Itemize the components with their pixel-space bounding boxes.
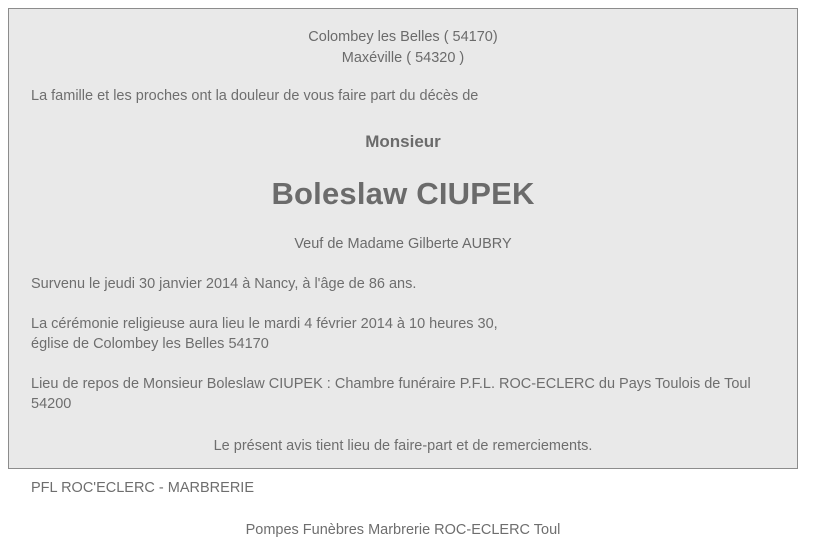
thanks-line: Le présent avis tient lieu de faire-part et de remerciements. xyxy=(213,438,593,455)
locality-line-2: Maxéville ( 54320 ) xyxy=(341,49,465,66)
funeral-company: PFL ROC'ECLERC - MARBRERIE xyxy=(31,480,254,497)
deceased-name: Boleslaw CIUPEK xyxy=(271,176,535,212)
ceremony-block xyxy=(31,314,775,354)
honorific-title: Monsieur xyxy=(365,132,441,152)
announcement-intro: La famille et les proches ont la douleur de vous faire part du décès de xyxy=(31,88,479,105)
locality-block xyxy=(31,27,775,68)
footer-company: Pompes Funèbres Marbrerie ROC-ECLERC Toul xyxy=(245,522,561,539)
resting-place: Lieu de repos de Monsieur Boleslaw CIUPEK : Chambre funéraire P.F.L. ROC-ECLERC du Pays Toulois de Toul 54200 xyxy=(31,376,751,413)
spouse-line: Veuf de Madame Gilberte AUBRY xyxy=(294,236,512,253)
death-notice-card xyxy=(8,8,798,539)
ceremony-line-2: église de Colombey les Belles 54170 xyxy=(31,336,269,353)
locality-line-1: Colombey les Belles ( 54170) xyxy=(308,29,498,45)
ceremony-line-1: La cérémonie religieuse aura lieu le mardi 4 février 2014 à 10 heures 30, xyxy=(31,316,498,333)
death-info: Survenu le jeudi 30 janvier 2014 à Nancy, à l'âge de 86 ans. xyxy=(31,276,417,293)
